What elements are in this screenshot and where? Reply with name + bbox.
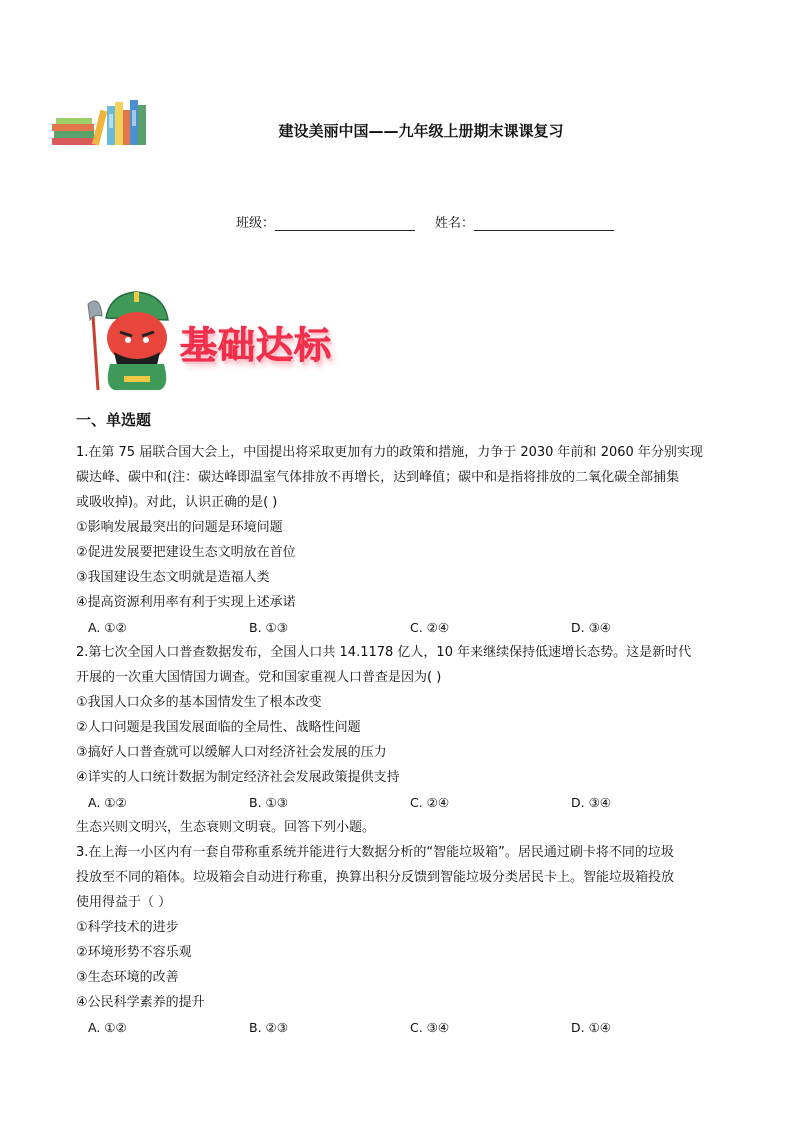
question-stem-line: 3.在上海一小区内有一套自带称重系统并能进行大数据分析的“智能垃圾箱”。居民通过刷卡将不同的垃圾: [76, 845, 674, 860]
statement: ③搞好人口普查就可以缓解人口对经济社会发展的压力: [76, 745, 387, 760]
statement: ②促进发展要把建设生态文明放在首位: [76, 545, 296, 560]
option-b[interactable]: B. ①③: [249, 795, 288, 810]
class-field[interactable]: [275, 214, 415, 231]
student-info-row: [236, 212, 614, 231]
class-label: 班级：: [236, 216, 276, 231]
statement: ④提高资源利用率有利于实现上述承诺: [76, 595, 296, 610]
section-heading: 一、单选题: [76, 411, 152, 429]
question-2: [76, 640, 720, 815]
answer-options: [76, 615, 720, 640]
option-a[interactable]: A. ①②: [88, 1020, 127, 1035]
statement: ③生态环境的改善: [76, 970, 179, 985]
option-d[interactable]: D. ①④: [571, 1020, 611, 1035]
option-a[interactable]: A. ①②: [88, 795, 127, 810]
statement: ①影响发展最突出的问题是环境问题: [76, 520, 283, 535]
option-c[interactable]: C. ②④: [410, 795, 450, 810]
option-d[interactable]: D. ③④: [571, 620, 611, 635]
answer-options: [76, 790, 720, 815]
question-1: [76, 440, 720, 640]
answer-options: [76, 1015, 720, 1040]
guan-yu-mascot-icon: [84, 286, 184, 390]
question-3: [76, 840, 720, 1040]
group-intro: 生态兴则文明兴，生态衰则文明衰。回答下列小题。: [76, 820, 376, 835]
statement: ④详实的人口统计数据为制定经济社会发展政策提供支持: [76, 770, 400, 785]
page-title: 建设美丽中国——九年级上册期末课课复习: [278, 122, 564, 140]
question-stem-line: 1.在第 75 届联合国大会上，中国提出将采取更加有力的政策和措施，力争于 2030 年前和 2060 年分别实现: [76, 445, 703, 460]
name-field[interactable]: [474, 214, 614, 231]
option-b[interactable]: B. ②③: [249, 1020, 288, 1035]
question-stem-line: 2.第七次全国人口普查数据发布，全国人口共 14.1178 亿人，10 年来继续保持低速增长态势。这是新时代: [76, 645, 692, 660]
question-list: [76, 440, 720, 1040]
section-badge: 基础达标: [180, 324, 332, 367]
question-stem-line: 碳达峰、碳中和(注：碳达峰即温室气体排放不再增长，达到峰值；碳中和是指将排放的二氧化碳全部捕集: [76, 470, 680, 485]
statement: ②人口问题是我国发展面临的全局性、战略性问题: [76, 720, 361, 735]
question-stem-line: 或吸收掉)。对此，认识正确的是( ): [76, 495, 278, 510]
question-stem-line: 开展的一次重大国情国力调查。党和国家重视人口普查是因为( ): [76, 670, 442, 685]
question-stem-line: 投放至不同的箱体。垃圾箱会自动进行称重，换算出积分反馈到智能垃圾分类居民卡上。智能垃圾箱投放: [76, 870, 675, 885]
statement: ④公民科学素养的提升: [76, 995, 205, 1010]
option-a[interactable]: A. ①②: [88, 620, 127, 635]
question-stem-line: 使用得益于（ ）: [76, 895, 172, 910]
statement: ③我国建设生态文明就是造福人类: [76, 570, 270, 585]
statement: ①科学技术的进步: [76, 920, 179, 935]
statement: ②环境形势不容乐观: [76, 945, 192, 960]
option-c[interactable]: C. ③④: [410, 1020, 450, 1035]
option-d[interactable]: D. ③④: [571, 795, 611, 810]
option-c[interactable]: C. ②④: [410, 620, 450, 635]
option-b[interactable]: B. ①③: [249, 620, 288, 635]
name-label: 姓名：: [435, 216, 475, 231]
statement: ①我国人口众多的基本国情发生了根本改变: [76, 695, 322, 710]
